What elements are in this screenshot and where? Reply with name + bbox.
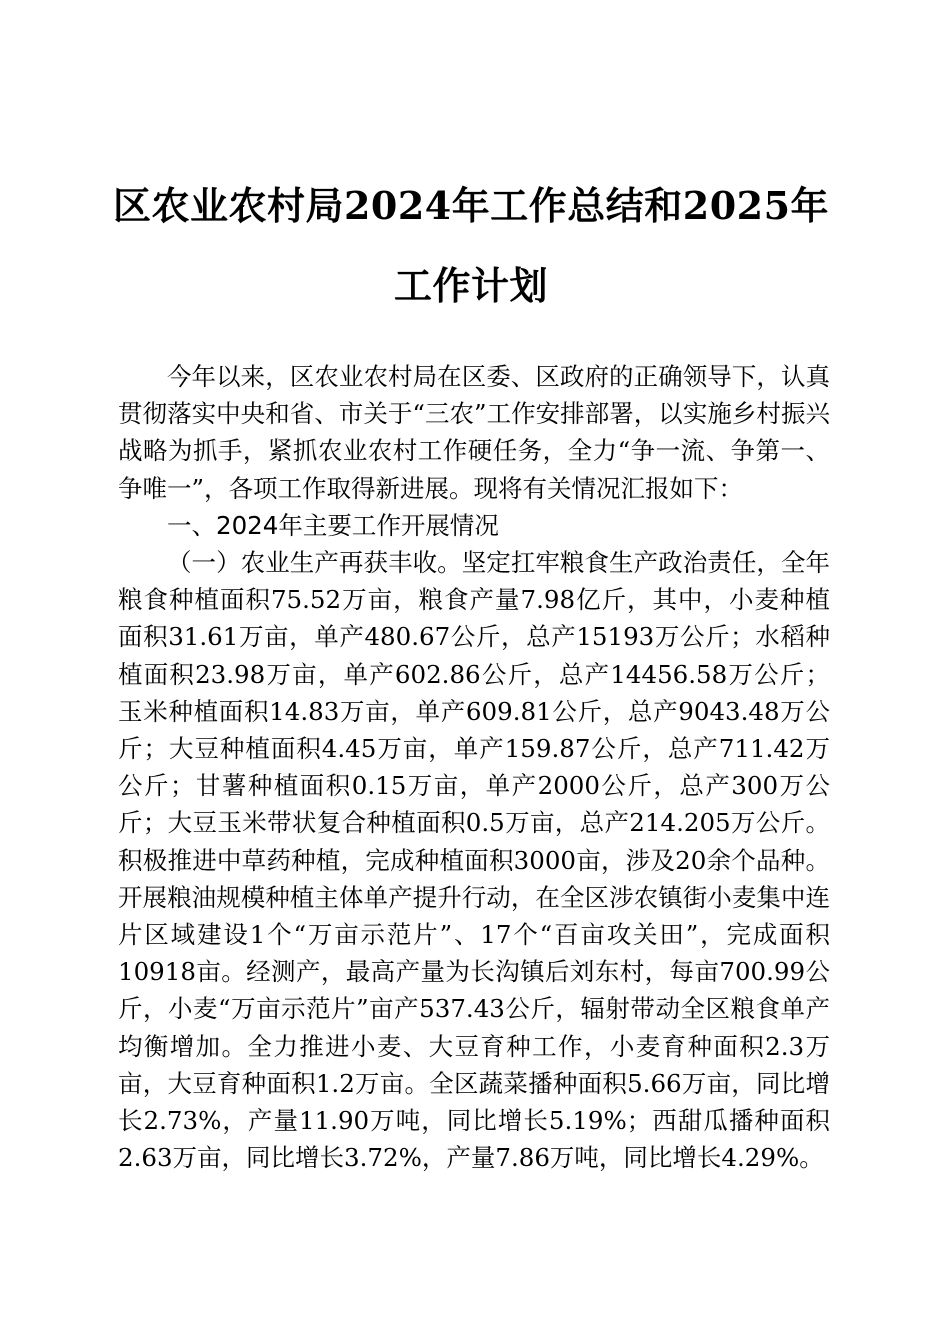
subsection-text: 坚定扛牢粮食生产政治责任，全年粮食种植面积75.52万亩，粮食产量7.98亿斤，其中，小麦种植面积31.61万亩，单产480.67公斤，总产15193万公斤；水稻种植面积23.98万亩，单产602.86公斤，总产14456.58万公斤；玉米种植面积14.83万亩，单产609.81公斤，总产9043.48万公斤；大豆种植面积4.45万亩，单产159.87公斤，总产711.42万公斤；甘薯种植面积0.15万亩，单产2000公斤，总产300万公斤；大豆玉米带状复合种植面积0.5万亩，总产214.205万公斤。积极推进中草药种植，完成种植面积3000亩，涉及20余个品种。开展粮油规模种植主体单产提升行动，在全区涉农镇街小麦集中连片区域建设1个“万亩示范片”、17个“百亩攻关田”，完成面积10918亩。经测产，最高产量为长沟镇后刘东村，每亩700.99公斤，小麦“万亩示范片”亩产537.43公斤，辐射带动全区粮食单产均衡增加。全力推进小麦、大豆育种工作，小麦育种面积2.3万亩，大豆育种面积1.2万亩。全区蔬菜播种面积5.66万亩，同比增长2.73%，产量11.90万吨，同比增长5.19%；西甜瓜播种面积2.63万亩，同比增长3.72%，产量7.86万吨，同比增长4.29%。 [118,548,831,1173]
subsection-paragraph [118,544,830,1176]
subsection-lead: （一）农业生产再获丰收。 [167,548,462,578]
page-title: 区农业农村局2024年工作总结和2025年工作计划 [112,183,830,308]
section-heading: 一、2024年主要工作开展情况 [167,510,499,540]
document-body [118,358,830,1176]
intro-paragraph: 今年以来，区农业农村局在区委、区政府的正确领导下，认真贯彻落实中央和省、市关于“三农”工作安排部署，以实施乡村振兴战略为抓手，紧抓农业农村工作硬任务，全力“争一流、争第一、争唯一”，各项工作取得新进展。现将有关情况汇报如下： [118,362,830,503]
